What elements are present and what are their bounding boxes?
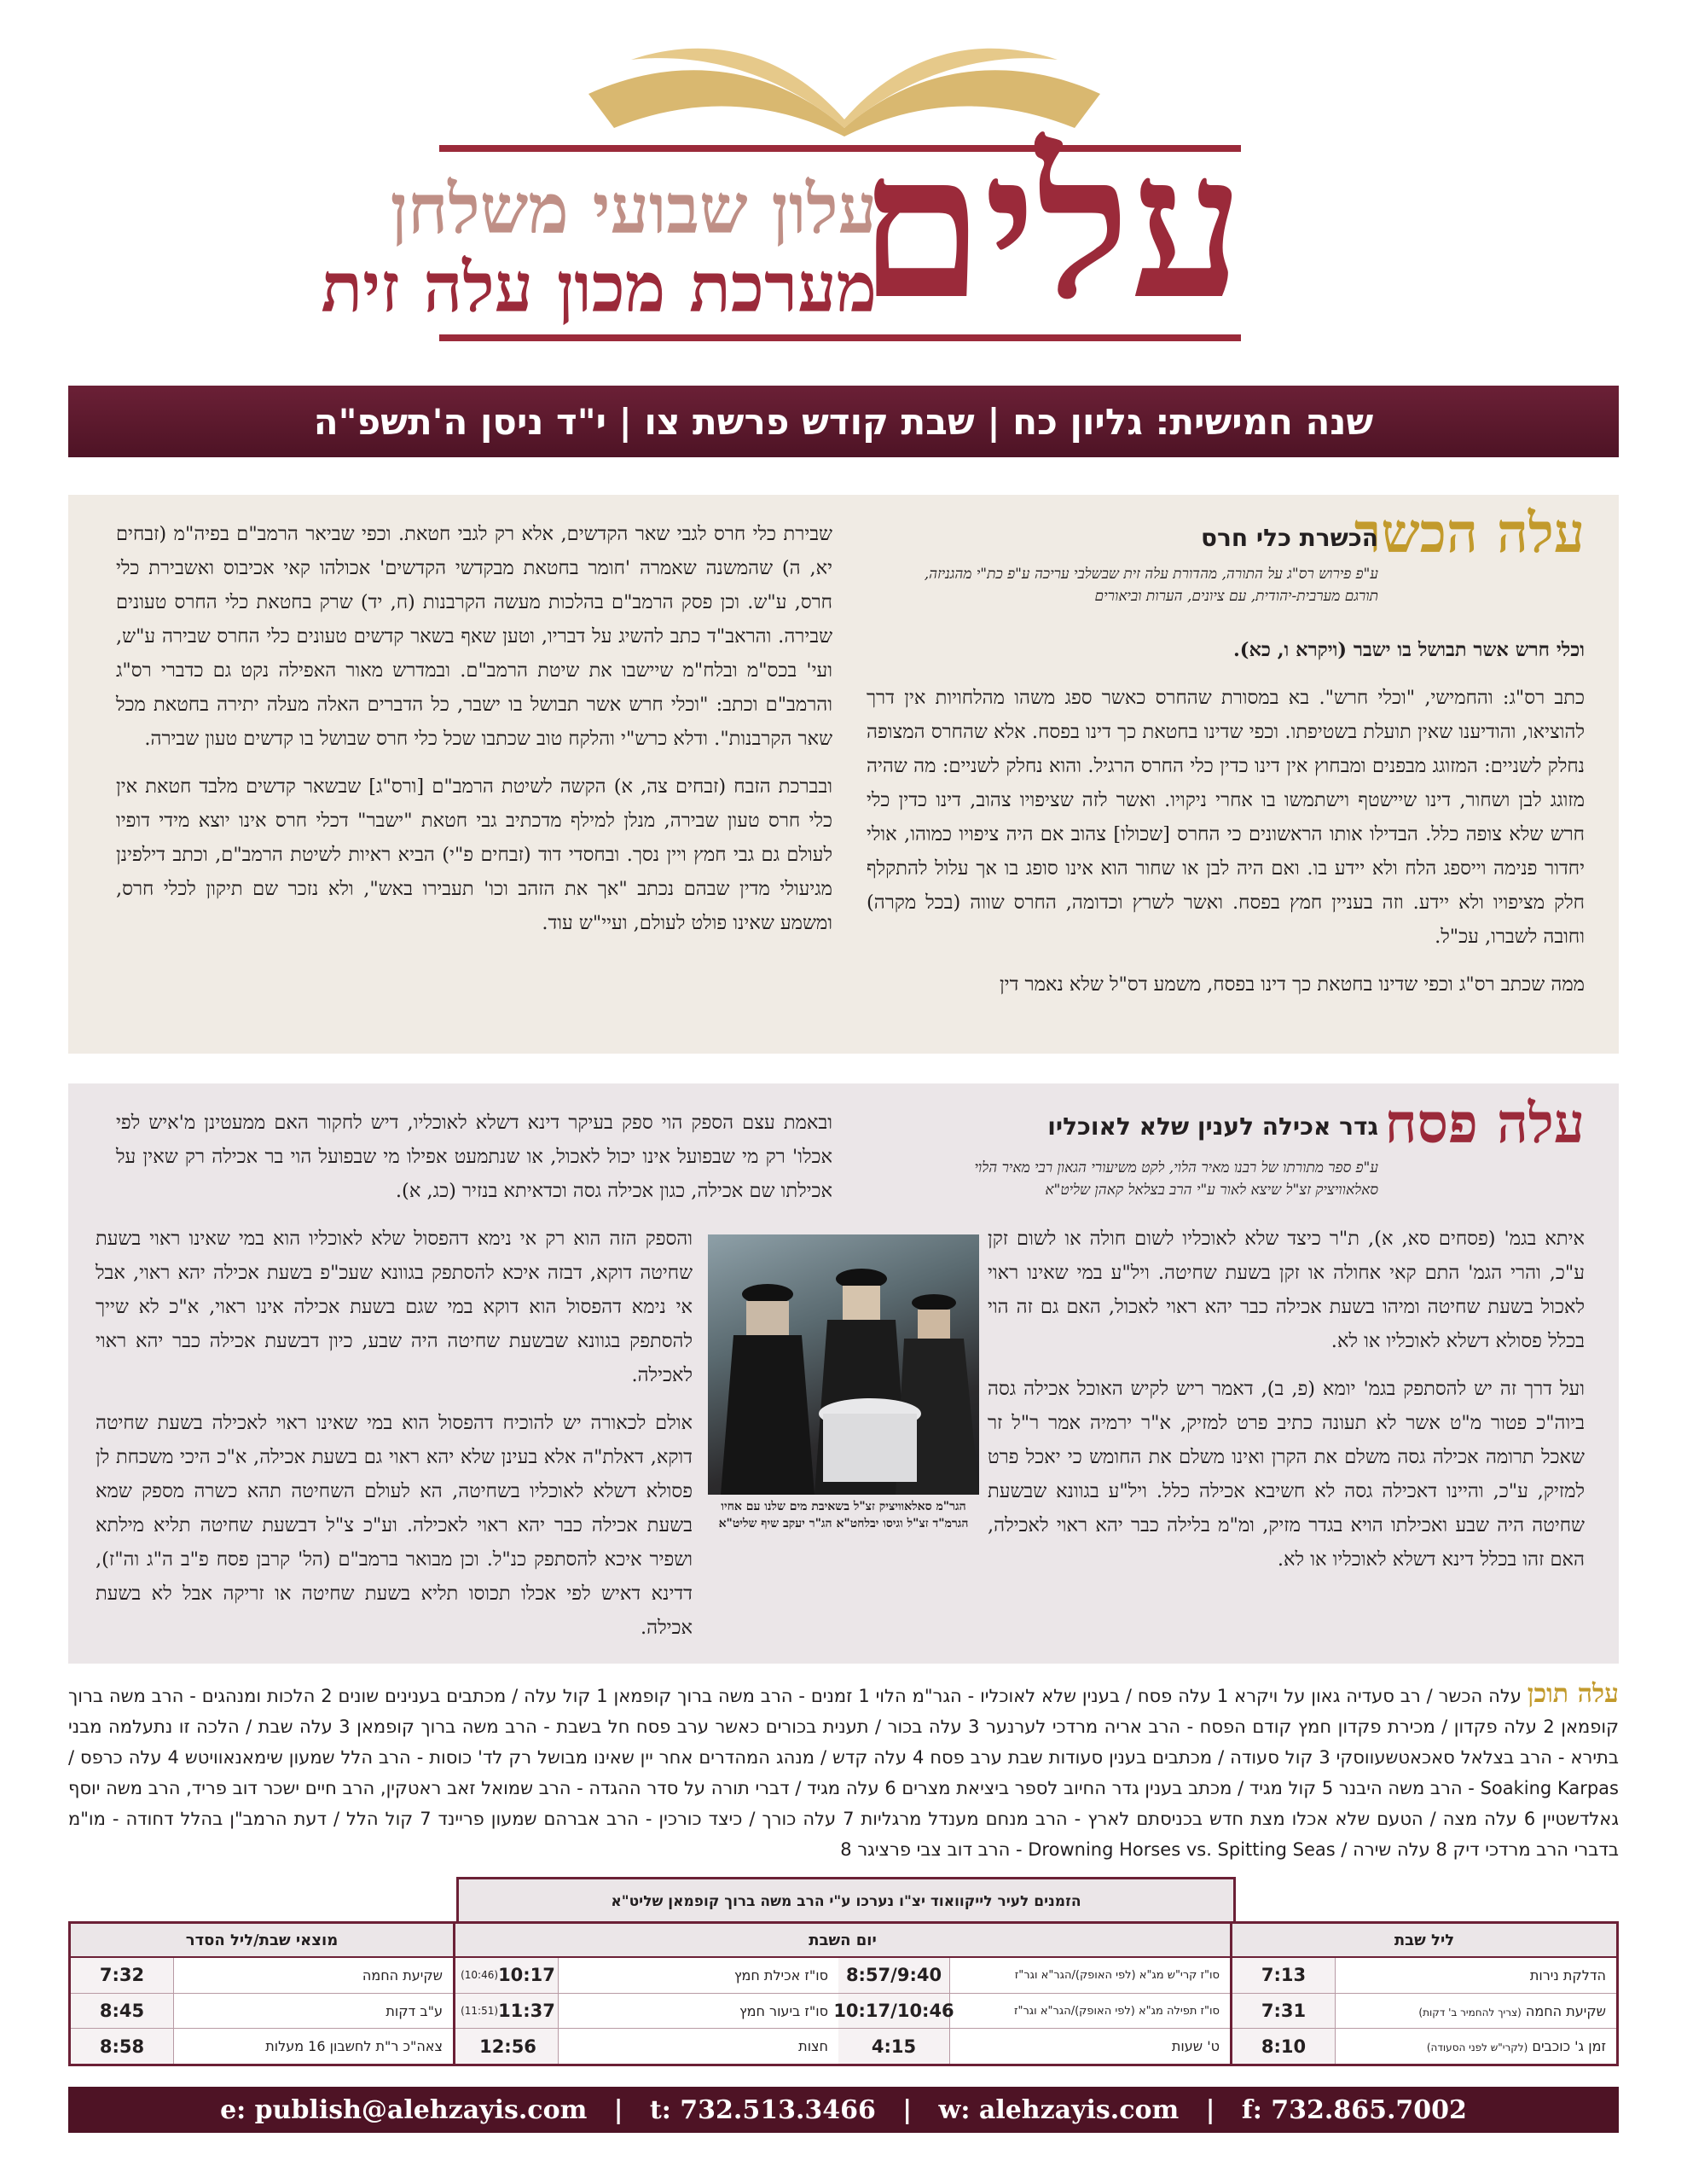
footer-fax[interactable]: f: 732.865.7002 xyxy=(1241,2094,1467,2125)
masthead-subtitle-1: עלון שבועי משלחן xyxy=(390,169,877,249)
pesach-right-paragraph-1: איתא בגמ' (פסחים סא, א), ת"ר כיצד שלא לאוכליו לשום חולה או לשום זקן ע"כ, והרי הגמ' התם קאי אחולה או זקן בשעת שחיטה. ויל"ע במי שאינו ראוי לאכול בשעת שחיטה ומיהו בשעת אכילה כבר יהא ראוי לאכול, האם גם זה הוי בכלל פסולא דשלא לאוכליו או לא. xyxy=(988,1228,1585,1352)
pesach-section-note: ע"פ ספר מתורתו של רבנו מאיר הלוי, לקט משיעורי הגאון רבי מאיר הלוי סאלאוויציק זצ"ל שיצא לאור ע"י הרב בצלאל קאהן שליט"א xyxy=(974,1159,1378,1199)
table-row xyxy=(455,1958,1230,1994)
zmanim-time: 4:15 xyxy=(838,2029,950,2064)
zmanim-label: הדלקת נירות xyxy=(1529,1966,1606,1984)
zmanim-time: 7:13 xyxy=(1232,1958,1336,1993)
photo-caption: הגר"מ סאלאוויציק זצ"ל בשאיבת מים שלנו עם אחיו הגרמ"ד זצ"ל וגיסו יבלחט"א הג"ר יעקב שיף שליט"א xyxy=(718,1500,969,1531)
table-row xyxy=(1232,2029,1616,2064)
footer-email[interactable]: e: publish@alehzayis.com xyxy=(220,2094,588,2125)
zmanim-label: סו"ז ביעור חמץ xyxy=(739,2002,828,2019)
zmanim-time: 7:31 xyxy=(1232,1994,1336,2029)
zmanim-label: סו"ז תפילה מג"א (לפי האופק)/הגר"א וגר"ז xyxy=(1013,2004,1220,2018)
zmanim-time: 8:10 xyxy=(1232,2029,1336,2064)
zmanim-label: חצות xyxy=(798,2038,828,2055)
table-of-contents xyxy=(68,1679,1619,1865)
kosher-section-note: ע"פ פירוש רס"ג על התורה, מהדורת עלה זית שבשלבי עריכה ע"פ כת"י מהגניזה, תורגם מערבית-יהודית, עם ציונים, הערות וביאורים xyxy=(924,566,1378,605)
zmanim-friday-title: ליל שבת xyxy=(1232,1924,1616,1958)
pesach-section-title: גדר אכילה לענין שלא לאוכליו xyxy=(1047,1112,1378,1141)
kosher-right-paragraph-2: ממה שכתב רס"ג וכפי שדינו בחטאת כך דינו בפסח, משמע דס"ל שלא נאמר דין xyxy=(999,973,1585,996)
contents-lead: עלה תוכן xyxy=(1527,1679,1620,1709)
zmanim-label xyxy=(1336,2003,1616,2019)
kosher-section-logo: עלה הכשר xyxy=(1354,502,1585,566)
zmanim-time: 7:32 xyxy=(71,1958,174,1993)
pesach-right-paragraph-2: ועל דרך זה יש להסתפק בגמ' יומא (פ, ב), דאמר ריש לקיש האוכל אכילה גסה ביוה"כ פטור מ"ט אשר לא תעונה כתיב פרט למזיק, א"ר ירמיה אמר ר"ל זר שאכל תרומה אכילה גסה משלם את הקרן ואינו משלם את החומש כי יאכל פרט למזיק, ע"כ, והיינו דאכילה גסה לא חשיבא אכילה כלל. ויל"ע בגוונא שבשעת שחיטה היה שבע ואכילתו הויא בגדר מזיק, ומ"מ בלילה כבר יהא ראוי לאכילה, האם זהו בכלל דינא דשלא לאוכליו או לא. xyxy=(988,1378,1585,1571)
zmanim-day-column xyxy=(453,1924,1230,2064)
kosher-right-paragraph-1: כתב רס"ג: והחמישי, "וכלי חרש". בא במסורת שהחרס כאשר ספג משהו מהלחויות אין דרך להוציאו, והודיענו שאין תועלת בשטיפתו. וכפי שדינו בחטאת כך דינו בפסח. אלא שהחרס המצופה נחלק לשניים: המזוגג מבפנים ומבחוץ אין דינו כדין כלי החרס הרגיל. והוא נחלק לשניים: מה שהיה מזוגג לבן ושחור, דינו שיישטף וישתמשו בו אחרי ניקויו. ואשר לזה שציפויו צהוב, דינו כדין כלי חרש שלא צופה כלל. הבדילו אותו הראשונים כי החרס [שכולו] צהוב אם היה ציפויו כמוהו, אולי יחדור פנימה וייספג הלח ולא יידע בו. ואם היה לבן או שחור הוא אינו סופג בו אך עלול להתקלף חלק מציפויו ולא יידע. וזה בעניין חמץ בפסח. ואשר לשרץ וכדומה, החרס שווה (בכל מקרה) וחובה לשברו, עכ"ל. xyxy=(867,687,1585,948)
zmanim-label: שקיעת החמה xyxy=(362,1966,443,1984)
zmanim-motzei-title: מוצאי שבת/ליל הסדר xyxy=(71,1924,453,1958)
zmanim-label-note: (צריך להחמיר ב' דקות) xyxy=(1418,2006,1522,2018)
table-row xyxy=(1232,1994,1616,2030)
kosher-section-title: הכשרת כלי חרס xyxy=(1201,524,1378,552)
pesach-left-paragraph-1: והספק הזה הוא רק אי נימא דהפסול שלא לאוכליו הוא במי שאינו ראוי בשעת שחיטה דוקא, דבזה איכא להסתפק בגוונא שעכ"פ בשעת אכילה יהא ראוי, אבל אי נימא דהפסול הוא דוקא במי שגם בשעת אכילה אינו ראוי, א"כ לא שייך להסתפק בגוונא שבשעת שחיטה היה שבע, כיון דבשעת אכילה כבר יהא ראוי לאכילה. xyxy=(96,1228,693,1386)
zmanim-label xyxy=(1336,2038,1616,2054)
zmanim-label: צאה"כ ר"ת לחשבון 16 מעלות xyxy=(265,2038,443,2055)
zmanim-time: 10:17/10:46 xyxy=(838,1994,950,2029)
zmanim-label: סו"ז קרי"ש מג"א (לפי האופק)/הגר"א וגר"ז xyxy=(1014,1968,1220,1982)
table-row xyxy=(455,1994,1230,2030)
zmanim-motzei-column xyxy=(71,1924,453,2064)
zmanim-label: ט' שעות xyxy=(1171,2038,1220,2055)
footer-phone[interactable]: t: 732.513.3466 xyxy=(649,2094,876,2125)
rabbis-photo xyxy=(708,1234,979,1495)
zmanim-time-note: (10:46) xyxy=(461,1969,499,1982)
pesach-left-top-paragraph: ובאמת עצם הספק הוי ספק בעיקר דינא דשלא לאוכליו, דיש לחקור האם ממעטינן מ'איש לפי אכלו' רק מי שבפועל אינו יכול לאכול, או שנתמעט אפילו מי שבפועל הוי בר אכילה רק שאין על אכילתו שם אכילה, כגון אכילה גסה וכדאיתא בנזיר (כג, א). xyxy=(116,1112,832,1202)
pesach-section-logo: עלה פסח xyxy=(1384,1092,1585,1156)
zmanim-label-text: זמן ג' כוכבים xyxy=(1532,2038,1606,2055)
contents-text: עלה הכשר / רב סעדיה גאון על ויקרא 1 עלה פסח / בענין שלא לאוכליו - הגר"מ הלוי 1 זמנים - הרב משה ברוך קופמאן 1 קול עלה / מכתבים בענינים שונים 2 הלכות ומנהגים - הרב משה ברוך קופמאן 2 עלה פקדון / מכירת פקדון חמץ קודם הפסח - הרב אריה מרדכי לערנער 3 עלה בכור / תענית בכורים כאשר ערב פסח חל בשבת - הרב משה ברוך קופמאן 3 עלה שבת / הלכה זו נתעלמה מבני בתירא - הרב בצלאל סאכאטשעווסקי 3 קול סעודה / מכתבים בענין סעודות שבת ערב פסח 4 עלה קדש / מנהג המהדרים אחר יין שאינו מבושל רק לד' כוסות - הרב הלל שמעון שימאנאוויטש 4 עלה כרפס / Soaking Karpas - הרב משה היבנר 5 קול מגיד / מכתב בענין גדר החיוב לספר ביציאת מצרים 6 עלה מגיד / דברי תורה על סדר ההגדה - הרב שמואל זאב ראטקין, הרב חיים ישכר דוב פריד, הרב משה יוסף גאלדשטיין 6 עלה מצה / הטעם שלא אכלו מצת חדש בכניסתם לארץ - הרב מנחם מענדל מרגליות 7 עלה כורך / כיצד כורכין - הרב אברהם שמעון פריינד 7 קול הלל / דעת הרמב"ן בהלל דחודה - מו"מ בדברי הרב מרדכי דיק 8 עלה שירה / Drowning Horses vs. Spitting Seas - הרב דוב צבי פרציגר 8 xyxy=(68,1686,1619,1860)
zmanim-time: 8:45 xyxy=(71,1994,174,2029)
zmanim-day-title: יום השבת xyxy=(455,1924,1230,1958)
rabbis-photo-illustration xyxy=(708,1234,979,1495)
masthead-title: עלים xyxy=(858,108,1244,344)
masthead-subtitle-2: מערכת מכון עלה זית xyxy=(321,247,877,328)
zmanim-label: סו"ז אכילת חמץ xyxy=(733,1966,828,1984)
zmanim-time: 8:57/9:40 xyxy=(838,1958,950,1993)
table-row xyxy=(71,1958,453,1994)
contact-footer: e: publish@alehzayis.com | t: 732.513.3466 | w: alehzayis.com | f: 732.865.7002 xyxy=(68,2087,1619,2133)
zmanim-friday-column xyxy=(1230,1924,1616,2064)
zmanim-time: 12:56 xyxy=(479,2036,536,2057)
kosher-left-paragraph-1: שבירת כלי חרס לגבי שאר הקדשים, אלא רק לגבי חטאת. וכפי שביאר הרמב"ם בפיה"מ (זבחים יא, ה) שהמשנה שאמרה 'חומר בחטאת מבקדשי הקדשים' אכולהו קאי אכיבוס ואשבירת כלי חרס, ע"ש. וכן פסק הרמב"ם בהלכות מעשה הקרבנות (ח, יד) שרק בחטאת כלי החרס טעונים שבירה. והראב"ד כתב להשיג על דבריו, וטען שאף בשאר קדשים טעונים כלי החרס שבירה ע"ש, ועי' בכס"מ ובלח"מ שיישבו את שיטת הרמב"ם. ובמדרש מאור האפילה נקט גם כדברי רס"ג והרמב"ם וכתב: "וכלי חרש אשר תבושל בו ישבר, כל הדברים האלה מעלה יתירה בחטאת מכל שאר הקרבנות". ודלא כרש"י והלקח טוב שכתבו שכל כלי חרס שבושל בו קדשים טעון שבירה. xyxy=(116,523,832,750)
kosher-left-paragraph-2: ובברכת הזבח (זבחים צה, א) הקשה לשיטת הרמב"ם [ורס"ג] שבשאר קדשים מלבד חטאת אין כלי חרס טעון שבירה, מנלן למילף מדכתיב גבי חטאת "ישבר" דכלי חרס אינו יוצא מידי דופיו לעולם גם גבי חמץ ויין נסך. ובחסדי דוד (זבחים פ"י) הביא ראיות לשיטת הרמב"ם, וכתב דילפינן מגיעולי מדין שבהם נכתב "אך את הזהב וכו' תעבירו באש", ולא נזכר שם תיקון לכלי חרס, ומשמע שאינו פולט לעולם, ועיי"ש עוד. xyxy=(116,775,832,934)
issue-band: שנה חמישית: גליון כח | שבת קודש פרשת צו | י"ד ניסן ה'תשפ"ה xyxy=(68,386,1619,457)
zmanim-table xyxy=(68,1921,1619,2066)
zmanim-header: הזמנים לעיר לייקוואוד יצ"ו נערכו ע"י הרב משה ברוך קופמאן שליט"א xyxy=(456,1877,1236,1924)
kosher-verse: וכלי חרש אשר תבושל בו ישבר (ויקרא ו, כא). xyxy=(1232,639,1585,661)
zmanim-time-note: (11:51) xyxy=(461,2005,499,2017)
zmanim-time: 8:58 xyxy=(71,2029,174,2064)
zmanim-label-text: שקיעת החמה xyxy=(1525,2002,1606,2019)
zmanim-time: 10:17 xyxy=(498,1965,555,1986)
table-row xyxy=(1232,1958,1616,1994)
zmanim-label-note: (לקרי"ש לפני הסעודה) xyxy=(1426,2042,1528,2054)
table-row xyxy=(71,1994,453,2030)
zmanim-label: ע"ב דקות xyxy=(386,2002,443,2019)
footer-website[interactable]: w: alehzayis.com xyxy=(938,2094,1180,2125)
zmanim-time: 11:37 xyxy=(498,2001,555,2021)
table-row xyxy=(455,2029,1230,2064)
pesach-left-paragraph-2: אולם לכאורה יש להוכיח דהפסול הוא במי שאינו ראוי לאכילה בשעת שחיטה דוקא, דאלת"ה אלא בעינן שלא יהא ראוי גם בשעת אכילה, א"כ היכי משכחת לן פסולא דשלא לאוכליו בשחיטה, הא לעולם השחיטה תהא כשרה מספק שמא בשעת אכילה כבר יהא ראוי לאכילה. וע"כ צ"ל דבשעת שחיטה תליא מילתא ושפיר איכא להסתפק כנ"ל. וכן מבואר ברמב"ם (הל' קרבן פסח פ"ב ה"ג וה"ז), דדינא דאיש לפי אכלו תכוסו תליא בשעת שחיטה או זריקה אבל לא בשעת אכילה. xyxy=(96,1412,693,1639)
table-row xyxy=(71,2029,453,2064)
